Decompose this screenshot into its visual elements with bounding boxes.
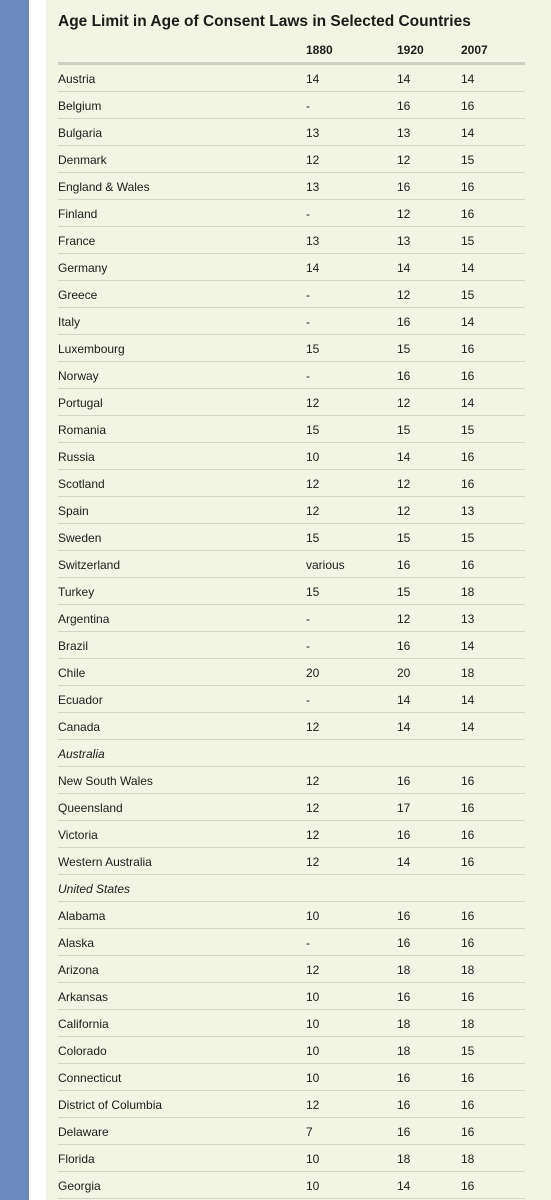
header-1880: 1880 — [306, 43, 333, 57]
value-cell-1920: 13 — [397, 126, 411, 140]
country-cell: California — [58, 1017, 109, 1031]
country-cell: Colorado — [58, 1044, 107, 1058]
value-cell-1920: 16 — [397, 1098, 411, 1112]
value-cell-1920: 16 — [397, 1125, 411, 1139]
group-label: Australia — [58, 747, 105, 761]
table-row — [58, 551, 525, 578]
table-row — [58, 605, 525, 632]
country-cell: Arizona — [58, 963, 99, 977]
value-cell-2007: 18 — [461, 1152, 475, 1166]
value-cell-2007: 16 — [461, 342, 475, 356]
value-cell-1920: 14 — [397, 72, 411, 86]
value-cell-1880: 14 — [306, 72, 320, 86]
value-cell-1920: 14 — [397, 1179, 411, 1193]
country-cell: District of Columbia — [58, 1098, 163, 1112]
value-cell-1880: - — [306, 369, 310, 383]
value-cell-1880: 10 — [306, 1152, 320, 1166]
value-cell-1920: 12 — [397, 504, 411, 518]
value-cell-2007: 16 — [461, 369, 475, 383]
value-cell-2007: 16 — [461, 1125, 475, 1139]
country-cell: Italy — [58, 315, 81, 329]
value-cell-1920: 15 — [397, 531, 411, 545]
header-2007: 2007 — [461, 43, 488, 57]
value-cell-2007: 18 — [461, 963, 475, 977]
value-cell-1880: 12 — [306, 828, 320, 842]
country-cell: Alabama — [58, 909, 106, 923]
country-cell: Georgia — [58, 1179, 101, 1193]
table-row — [58, 848, 525, 875]
country-cell: Portugal — [58, 396, 103, 410]
table-row — [58, 443, 525, 470]
value-cell-1880: 12 — [306, 963, 320, 977]
value-cell-2007: 15 — [461, 423, 475, 437]
value-cell-1880: - — [306, 936, 310, 950]
value-cell-2007: 15 — [461, 288, 475, 302]
country-cell: Norway — [58, 369, 99, 383]
value-cell-1920: 16 — [397, 909, 411, 923]
value-cell-1920: 15 — [397, 423, 411, 437]
group-label: United States — [58, 882, 131, 896]
value-cell-1920: 16 — [397, 1071, 411, 1085]
table-row — [58, 686, 525, 713]
table-row — [58, 1118, 525, 1145]
value-cell-2007: 14 — [461, 396, 475, 410]
table-row — [58, 902, 525, 929]
country-cell: Finland — [58, 207, 98, 221]
table-row — [58, 470, 525, 497]
table-row — [58, 227, 525, 254]
table-row — [58, 794, 525, 821]
value-cell-1880: 12 — [306, 855, 320, 869]
left-accent-bar — [0, 0, 29, 1200]
value-cell-1880: - — [306, 639, 310, 653]
value-cell-1880: 12 — [306, 720, 320, 734]
value-cell-2007: 16 — [461, 828, 475, 842]
value-cell-1920: 12 — [397, 153, 411, 167]
value-cell-1880: - — [306, 693, 310, 707]
value-cell-1880: 15 — [306, 423, 320, 437]
country-cell: Denmark — [58, 153, 107, 167]
value-cell-1880: 10 — [306, 909, 320, 923]
margin-gap — [29, 0, 46, 1200]
table-row — [58, 983, 525, 1010]
value-cell-1880: - — [306, 288, 310, 302]
country-cell: Canada — [58, 720, 101, 734]
country-cell: England & Wales — [58, 180, 150, 194]
value-cell-1920: 16 — [397, 369, 411, 383]
country-cell: Sweden — [58, 531, 102, 545]
table-row — [58, 497, 525, 524]
country-cell: New South Wales — [58, 774, 153, 788]
value-cell-1880: - — [306, 315, 310, 329]
table-row — [58, 173, 525, 200]
table-panel — [46, 0, 551, 1200]
header-1920: 1920 — [397, 43, 424, 57]
table-row — [58, 65, 525, 92]
value-cell-2007: 16 — [461, 450, 475, 464]
table-row — [58, 281, 525, 308]
value-cell-2007: 13 — [461, 612, 475, 626]
country-cell: Austria — [58, 72, 96, 86]
table-group-row — [58, 875, 525, 902]
value-cell-2007: 16 — [461, 855, 475, 869]
country-cell: Bulgaria — [58, 126, 103, 140]
table-row — [58, 335, 525, 362]
value-cell-1880: 12 — [306, 774, 320, 788]
value-cell-1920: 16 — [397, 828, 411, 842]
country-cell: Connecticut — [58, 1071, 122, 1085]
value-cell-1880: 7 — [306, 1125, 313, 1139]
value-cell-1920: 16 — [397, 315, 411, 329]
value-cell-2007: 15 — [461, 153, 475, 167]
value-cell-1880: - — [306, 99, 310, 113]
value-cell-1880: 13 — [306, 180, 320, 194]
value-cell-2007: 16 — [461, 558, 475, 572]
country-cell: Arkansas — [58, 990, 109, 1004]
value-cell-1920: 15 — [397, 585, 411, 599]
value-cell-2007: 14 — [461, 261, 475, 275]
table-row — [58, 362, 525, 389]
value-cell-1920: 15 — [397, 342, 411, 356]
table-row — [58, 389, 525, 416]
table-row — [58, 1172, 525, 1199]
country-cell: Germany — [58, 261, 108, 275]
value-cell-2007: 16 — [461, 1098, 475, 1112]
value-cell-1920: 18 — [397, 1044, 411, 1058]
value-cell-1880: 12 — [306, 477, 320, 491]
value-cell-1880: 12 — [306, 504, 320, 518]
value-cell-1920: 20 — [397, 666, 411, 680]
value-cell-1920: 16 — [397, 936, 411, 950]
table-row — [58, 416, 525, 443]
country-cell: Greece — [58, 288, 98, 302]
table-row — [58, 200, 525, 227]
country-cell: Belgium — [58, 99, 102, 113]
value-cell-1920: 12 — [397, 207, 411, 221]
value-cell-1920: 18 — [397, 1017, 411, 1031]
country-cell: Russia — [58, 450, 95, 464]
value-cell-2007: 18 — [461, 666, 475, 680]
value-cell-1880: - — [306, 612, 310, 626]
value-cell-1880: 10 — [306, 1017, 320, 1031]
table-row — [58, 146, 525, 173]
table-body — [58, 65, 525, 1199]
value-cell-1920: 16 — [397, 99, 411, 113]
country-cell: Brazil — [58, 639, 89, 653]
value-cell-1880: 12 — [306, 396, 320, 410]
country-cell: Spain — [58, 504, 89, 518]
value-cell-1920: 12 — [397, 477, 411, 491]
value-cell-1880: 20 — [306, 666, 320, 680]
value-cell-1920: 16 — [397, 774, 411, 788]
value-cell-2007: 13 — [461, 504, 475, 518]
table-row — [58, 1091, 525, 1118]
value-cell-1920: 14 — [397, 261, 411, 275]
value-cell-1920: 13 — [397, 234, 411, 248]
value-cell-2007: 15 — [461, 1044, 475, 1058]
table-row — [58, 632, 525, 659]
value-cell-2007: 16 — [461, 207, 475, 221]
value-cell-2007: 14 — [461, 72, 475, 86]
table-row — [58, 956, 525, 983]
value-cell-1920: 12 — [397, 396, 411, 410]
value-cell-1920: 16 — [397, 558, 411, 572]
value-cell-2007: 14 — [461, 693, 475, 707]
table-row — [58, 92, 525, 119]
table-row — [58, 659, 525, 686]
value-cell-1920: 12 — [397, 612, 411, 626]
value-cell-1880: 10 — [306, 1071, 320, 1085]
table-row — [58, 767, 525, 794]
value-cell-1920: 16 — [397, 180, 411, 194]
table-group-row — [58, 740, 525, 767]
value-cell-1880: 15 — [306, 585, 320, 599]
value-cell-1880: 10 — [306, 1044, 320, 1058]
value-cell-2007: 16 — [461, 801, 475, 815]
country-cell: Western Australia — [58, 855, 152, 869]
value-cell-2007: 16 — [461, 774, 475, 788]
country-cell: Chile — [58, 666, 86, 680]
value-cell-1880: various — [306, 558, 345, 572]
value-cell-2007: 16 — [461, 180, 475, 194]
table-row — [58, 1064, 525, 1091]
value-cell-1880: 10 — [306, 1179, 320, 1193]
value-cell-1920: 14 — [397, 693, 411, 707]
table-row — [58, 713, 525, 740]
value-cell-2007: 15 — [461, 531, 475, 545]
value-cell-1920: 16 — [397, 639, 411, 653]
value-cell-2007: 16 — [461, 990, 475, 1004]
table-title: Age Limit in Age of Consent Laws in Selected Countries — [58, 13, 471, 30]
value-cell-1880: 10 — [306, 450, 320, 464]
value-cell-2007: 14 — [461, 639, 475, 653]
value-cell-1920: 14 — [397, 855, 411, 869]
table-row — [58, 1145, 525, 1172]
value-cell-1920: 18 — [397, 963, 411, 977]
country-cell: Queensland — [58, 801, 123, 815]
value-cell-2007: 16 — [461, 477, 475, 491]
table-row — [58, 524, 525, 551]
country-cell: Romania — [58, 423, 107, 437]
country-cell: Luxembourg — [58, 342, 125, 356]
table-row — [58, 821, 525, 848]
table-row — [58, 1037, 525, 1064]
country-cell: Florida — [58, 1152, 95, 1166]
table-row — [58, 308, 525, 335]
table-row — [58, 254, 525, 281]
value-cell-2007: 15 — [461, 234, 475, 248]
value-cell-1920: 12 — [397, 288, 411, 302]
table-header — [58, 40, 525, 65]
country-cell: Delaware — [58, 1125, 109, 1139]
value-cell-1920: 18 — [397, 1152, 411, 1166]
value-cell-2007: 18 — [461, 585, 475, 599]
table-row — [58, 929, 525, 956]
country-cell: Switzerland — [58, 558, 121, 572]
value-cell-1920: 16 — [397, 990, 411, 1004]
value-cell-1880: 13 — [306, 126, 320, 140]
table-row — [58, 1010, 525, 1037]
value-cell-2007: 16 — [461, 936, 475, 950]
value-cell-2007: 16 — [461, 99, 475, 113]
value-cell-1920: 14 — [397, 450, 411, 464]
value-cell-2007: 18 — [461, 1017, 475, 1031]
value-cell-1880: 14 — [306, 261, 320, 275]
value-cell-1880: 15 — [306, 342, 320, 356]
value-cell-1920: 17 — [397, 801, 411, 815]
value-cell-1880: - — [306, 207, 310, 221]
value-cell-1880: 10 — [306, 990, 320, 1004]
value-cell-2007: 14 — [461, 126, 475, 140]
country-cell: Turkey — [58, 585, 95, 599]
table-row — [58, 119, 525, 146]
country-cell: Alaska — [58, 936, 95, 950]
country-cell: Victoria — [58, 828, 98, 842]
value-cell-1880: 13 — [306, 234, 320, 248]
country-cell: Ecuador — [58, 693, 103, 707]
value-cell-1920: 14 — [397, 720, 411, 734]
country-cell: Argentina — [58, 612, 110, 626]
value-cell-1880: 15 — [306, 531, 320, 545]
country-cell: France — [58, 234, 96, 248]
value-cell-2007: 16 — [461, 1071, 475, 1085]
value-cell-2007: 14 — [461, 315, 475, 329]
value-cell-1880: 12 — [306, 153, 320, 167]
value-cell-2007: 16 — [461, 909, 475, 923]
value-cell-2007: 16 — [461, 1179, 475, 1193]
table-row — [58, 578, 525, 605]
value-cell-1880: 12 — [306, 1098, 320, 1112]
country-cell: Scotland — [58, 477, 105, 491]
value-cell-2007: 14 — [461, 720, 475, 734]
value-cell-1880: 12 — [306, 801, 320, 815]
